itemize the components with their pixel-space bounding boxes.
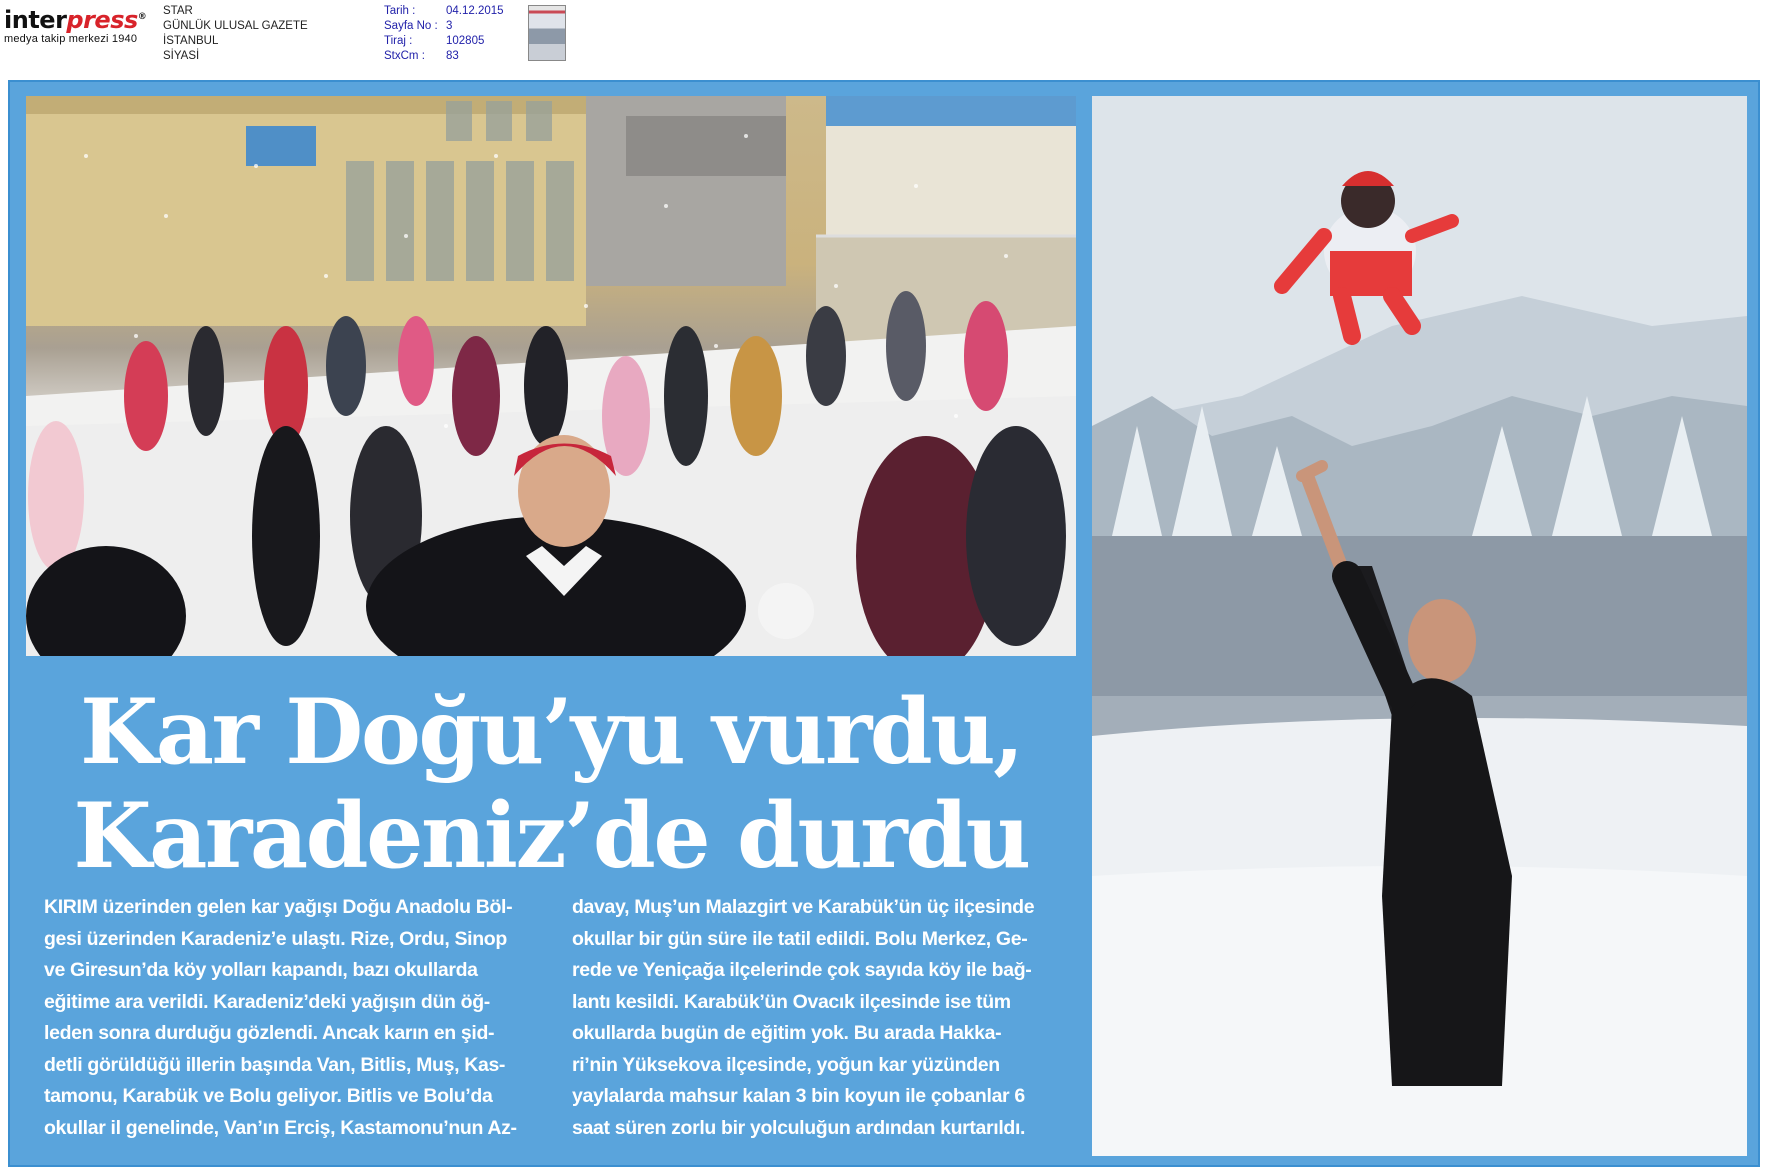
meta-circulation-value: 102805 [446, 35, 485, 47]
meta-size-row [384, 49, 504, 64]
article-body [44, 892, 1054, 1144]
publication-section: SİYASİ [163, 50, 200, 62]
page-thumbnail-icon[interactable] [528, 5, 566, 61]
body-line: detli görüldüğü illerin başında Van, Bitlis, Muş, Kas- [44, 1053, 506, 1076]
publication-city: İSTANBUL [163, 35, 219, 47]
body-line: eğitime ara verildi. Karadeniz’deki yağışın dün öğ- [44, 990, 490, 1013]
article-headline [36, 680, 1066, 888]
body-line: saat süren zorlu bir yolculuğun ardından kurtarıldı. [572, 1116, 1026, 1139]
clipping-header [0, 0, 1766, 72]
snow-schoolyard-photo [26, 96, 1076, 656]
meta-size-label: StxCm : [384, 50, 425, 62]
meta-date-label: Tarih : [384, 5, 416, 17]
logo-word-press: press [66, 6, 138, 34]
body-line: okullar il genelinde, Van’ın Erciş, Kastamonu’nun Az- [44, 1116, 517, 1139]
news-clipping [8, 80, 1760, 1167]
body-line: KIRIM üzerinden gelen kar yağışı Doğu Anadolu Böl- [44, 896, 513, 918]
body-line: ve Giresun’da köy yolları kapandı, bazı okullarda [44, 959, 478, 981]
body-line: rede ve Yeniçağa ilçelerinde çok sayıda köy ile bağ- [572, 959, 1032, 981]
father-child-snow-photo [1092, 96, 1747, 1156]
body-line: leden sonra durduğu gözlendi. Ancak karın en şid- [44, 1022, 495, 1044]
publication-info [163, 4, 308, 64]
clipping-meta [384, 4, 504, 64]
meta-page-value: 3 [446, 20, 453, 32]
body-line: ri’nin Yüksekova ilçesinde, yoğun kar yüzünden [572, 1053, 1000, 1076]
body-line: okullar bir gün süre ile tatil edildi. Bolu Merkez, Ge- [572, 927, 1028, 950]
meta-date-value: 04.12.2015 [446, 5, 504, 17]
logo-registered: ® [137, 12, 147, 22]
body-line: tamonu, Karabük ve Bolu geliyor. Bitlis ve Bolu’da [44, 1085, 493, 1107]
publication-type: GÜNLÜK ULUSAL GAZETE [163, 20, 308, 32]
article-column-2 [572, 892, 1054, 1144]
logo-word-inter: inter [4, 6, 67, 34]
meta-date-row [384, 4, 504, 19]
headline-line-2: Karadeniz’de durdu [73, 783, 1029, 889]
meta-size-value: 83 [446, 50, 459, 62]
body-line: yaylalarda mahsur kalan 3 bin koyun ile çobanlar 6 [572, 1085, 1025, 1107]
body-line: lantı kesildi. Karabük’ün Ovacık ilçesinde ise tüm [572, 990, 1011, 1013]
meta-page-row [384, 19, 504, 34]
logo-wordmark [4, 4, 154, 33]
body-line: davay, Muş’un Malazgirt ve Karabük’ün üç ilçesinde [572, 896, 1035, 918]
body-line: okullarda bugün de eğitim yok. Bu arada Hakka- [572, 1022, 1002, 1044]
publication-name: STAR [163, 5, 193, 17]
meta-circulation-row [384, 34, 504, 49]
body-line: gesi üzerinden Karadeniz’e ulaştı. Rize, Ordu, Sinop [44, 927, 507, 950]
logo-tagline: medya takip merkezi 1940 [4, 33, 138, 45]
headline-line-1: Kar Doğu’yu vurdu, [80, 679, 1022, 785]
meta-circulation-label: Tiraj : [384, 35, 413, 47]
interpress-logo [4, 4, 154, 50]
meta-page-label: Sayfa No : [384, 20, 438, 32]
article-column-1 [44, 892, 526, 1144]
